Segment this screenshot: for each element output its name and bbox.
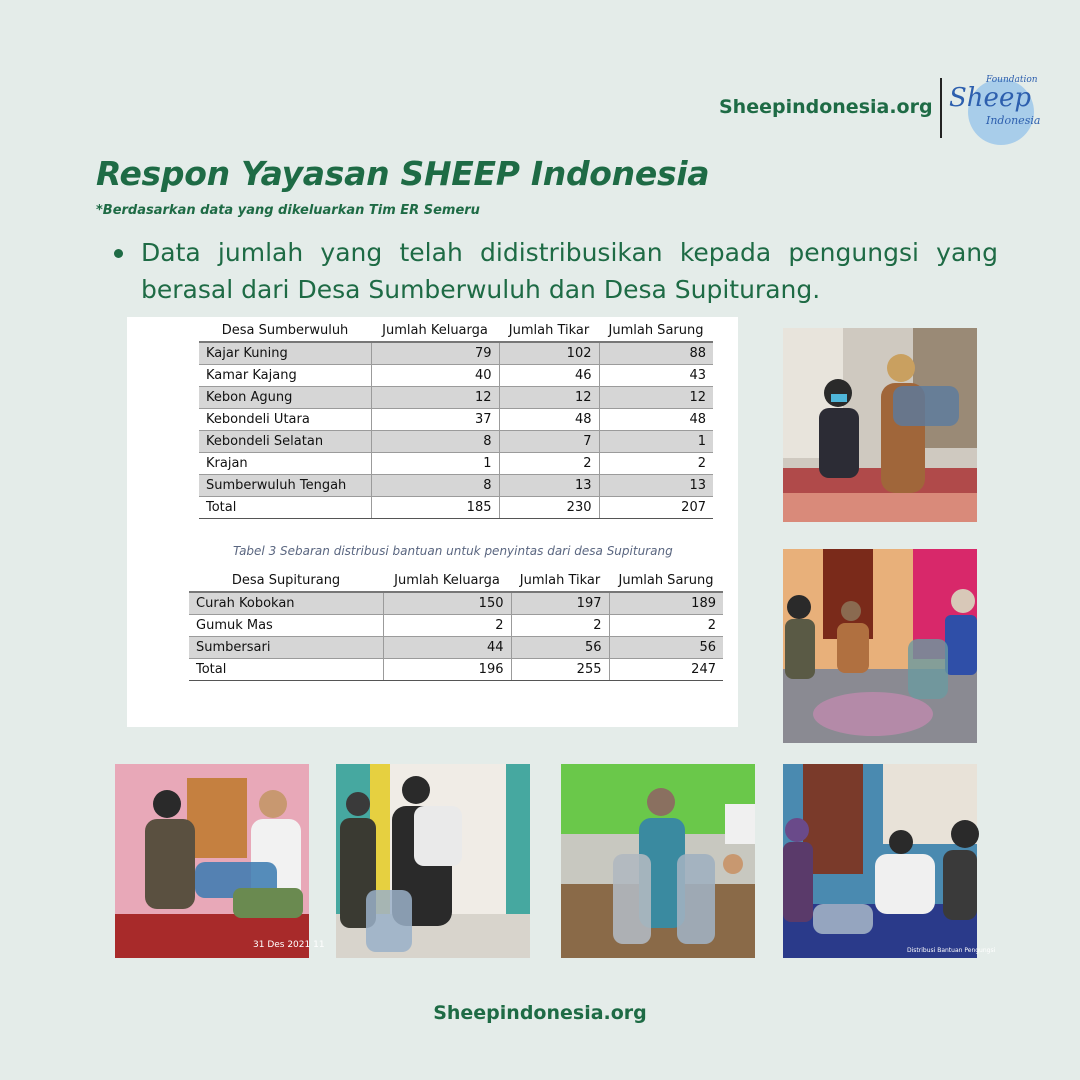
photo-distribution-4 (336, 764, 530, 958)
table-cell: 46 (499, 365, 599, 387)
table-row (189, 615, 723, 637)
table-cell: Sumbersari (189, 637, 383, 659)
table-cell: 185 (371, 497, 499, 519)
table-cell: 88 (599, 342, 713, 365)
table-cell: Kebondeli Selatan (199, 431, 371, 453)
page-subtitle: *Berdasarkan data yang dikeluarkan Tim ER Semeru (96, 203, 480, 218)
table-cell: 2 (599, 453, 713, 475)
table-row (199, 431, 713, 453)
table2-header-desa: Desa Supiturang (189, 569, 383, 592)
table-cell: Kajar Kuning (199, 342, 371, 365)
table-cell: Gumuk Mas (189, 615, 383, 637)
table-cell: 13 (599, 475, 713, 497)
table-cell: 207 (599, 497, 713, 519)
bullet-item (114, 234, 998, 308)
table1-header-sarung: Jumlah Sarung (599, 319, 713, 342)
table-row (189, 637, 723, 659)
table-cell: 43 (599, 365, 713, 387)
table-cell: 37 (371, 409, 499, 431)
table-cell: 44 (383, 637, 511, 659)
table-cell: 13 (499, 475, 599, 497)
table-cell: 255 (511, 659, 609, 681)
photo-distribution-5 (561, 764, 755, 958)
table1-header-desa: Desa Sumberwuluh (199, 319, 371, 342)
photo-distribution-1 (783, 328, 977, 522)
table-cell: 196 (383, 659, 511, 681)
table-row (199, 453, 713, 475)
table-cell: 56 (511, 637, 609, 659)
table-supiturang (189, 569, 723, 681)
table-cell: 12 (371, 387, 499, 409)
table-cell: 8 (371, 475, 499, 497)
table-cell: 48 (499, 409, 599, 431)
table-cell: Curah Kobokan (189, 592, 383, 615)
photo-caption-text: Distribusi Bantuan Pengungsi (907, 947, 996, 954)
logo-divider (940, 78, 942, 138)
header-site-link[interactable]: Sheepindonesia.org (719, 96, 933, 118)
table-row (189, 592, 723, 615)
photo-distribution-6 (783, 764, 996, 958)
page-title: Respon Yayasan SHEEP Indonesia (96, 154, 710, 193)
table-cell: Sumberwuluh Tengah (199, 475, 371, 497)
footer-site-link[interactable]: Sheepindonesia.org (433, 1002, 647, 1024)
table-cell: 189 (609, 592, 723, 615)
photo-timestamp: 31 Des 2021 11 (253, 940, 325, 950)
table-total-row (189, 659, 723, 681)
table-cell: 7 (499, 431, 599, 453)
photo-distribution-3 (115, 764, 325, 958)
table-cell: 79 (371, 342, 499, 365)
table-cell: Total (199, 497, 371, 519)
table-cell: Total (189, 659, 383, 681)
table-row (199, 409, 713, 431)
table1-header-keluarga: Jumlah Keluarga (371, 319, 499, 342)
table2-header-keluarga: Jumlah Keluarga (383, 569, 511, 592)
table-cell: 230 (499, 497, 599, 519)
table-cell: Kamar Kajang (199, 365, 371, 387)
logo-text: Sheep (949, 83, 1031, 113)
table-cell: 247 (609, 659, 723, 681)
table-total-row (199, 497, 713, 519)
table-cell: 56 (609, 637, 723, 659)
table-cell: 2 (609, 615, 723, 637)
sheep-logo (946, 72, 1046, 148)
table-cell: 40 (371, 365, 499, 387)
table-row (199, 342, 713, 365)
table-cell: 102 (499, 342, 599, 365)
table-cell: 1 (599, 431, 713, 453)
table-panel (127, 317, 738, 727)
table-caption: Tabel 3 Sebaran distribusi bantuan untuk penyintas dari desa Supiturang (233, 544, 673, 558)
table-cell: 150 (383, 592, 511, 615)
photo-distribution-2 (783, 549, 977, 743)
table-row (199, 365, 713, 387)
table-row (199, 475, 713, 497)
table-cell: 2 (511, 615, 609, 637)
table-cell: 2 (383, 615, 511, 637)
table-cell: 12 (599, 387, 713, 409)
logo-foundation-text: Foundation (986, 75, 1038, 85)
table-cell: Kebon Agung (199, 387, 371, 409)
table-cell: 1 (371, 453, 499, 475)
table-cell: 2 (499, 453, 599, 475)
table2-header-tikar: Jumlah Tikar (511, 569, 609, 592)
table2-header-sarung: Jumlah Sarung (609, 569, 723, 592)
bullet-text: Data jumlah yang telah didistribusikan kepada pengungsi yang berasal dari Desa Sumberwuluh dan Desa Supiturang. (141, 238, 998, 304)
table1-header-tikar: Jumlah Tikar (499, 319, 599, 342)
table-cell: 48 (599, 409, 713, 431)
table-cell: 12 (499, 387, 599, 409)
table-cell: Kebondeli Utara (199, 409, 371, 431)
table-cell: 8 (371, 431, 499, 453)
logo-sub-text: Indonesia (986, 114, 1041, 127)
table-row (199, 387, 713, 409)
table-cell: 197 (511, 592, 609, 615)
bullet-dot-icon (114, 249, 123, 258)
table-cell: Krajan (199, 453, 371, 475)
table-sumberwuluh (199, 319, 713, 519)
